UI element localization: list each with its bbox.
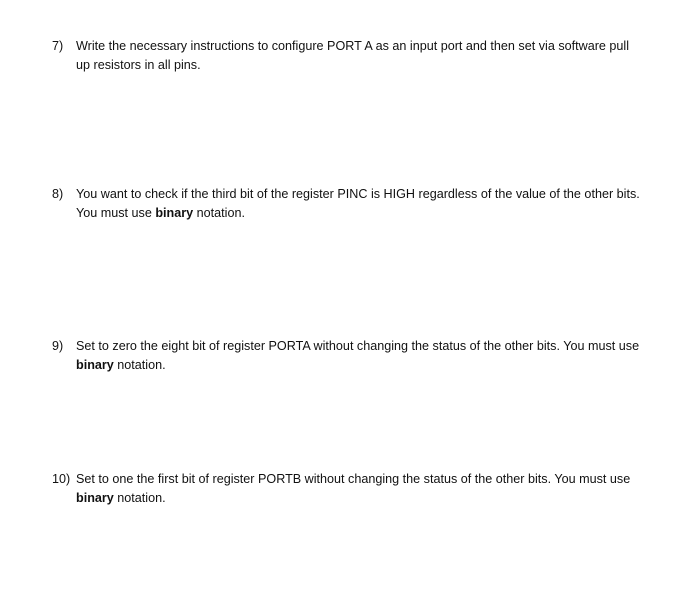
question-text [76,337,642,375]
question-text-before: Set to zero the eight bit of register PORTA without changing the status of the other bits. You must use [76,339,640,353]
question-text-body: Write the necessary instructions to configure PORT A as an input port and then set via software pull up resistors in all pins. [76,39,630,72]
question-text [76,37,642,75]
question-8 [52,185,642,223]
question-7 [52,37,642,75]
question-text [76,185,642,223]
question-number: 8) [52,187,64,201]
bold-term: binary [76,491,114,505]
question-number: 9) [52,339,64,353]
question-10 [52,470,642,508]
question-text-before: You want to check if the third bit of the register PINC is HIGH regardless of the value of the other bits. You must use [76,187,640,220]
question-text-after: notation. [193,206,245,220]
question-number: 10) [52,472,71,486]
question-text [76,470,642,508]
question-text-after: notation. [113,491,166,505]
question-text-after: notation. [113,358,166,372]
bold-term: binary [76,358,114,372]
question-9 [52,337,642,375]
question-text-before: Set to one the first bit of register PORTB without changing the status of the other bits. You must use [76,472,631,486]
question-number: 7) [52,39,64,53]
bold-term: binary [155,206,194,220]
